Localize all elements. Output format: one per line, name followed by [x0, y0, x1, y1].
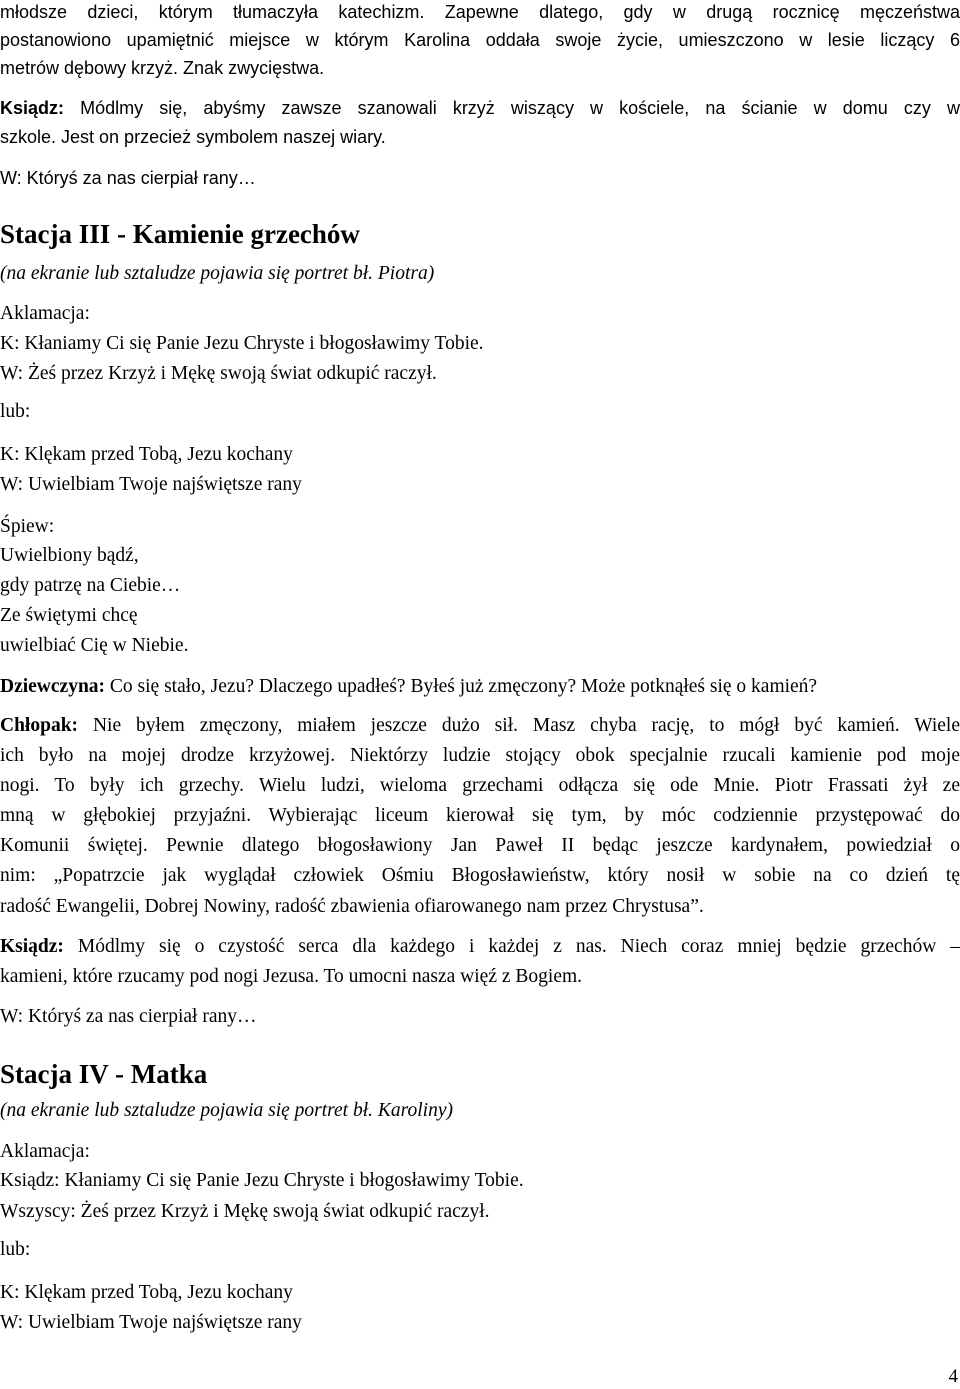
acclamation-label: Aklamacja:	[0, 1141, 90, 1162]
priest-prayer-line	[0, 936, 960, 958]
alt-w: W: Uwielbiam Twoje najświętsze rany	[0, 1312, 302, 1333]
priest-prayer-line: kamieni, które rzucamy pod nogi Jezusa. To umocni nasza więź z Bogiem.	[0, 966, 583, 987]
boy-line: nim: „Popatrzcie jak wyglądał człowiek Ośmiu Błogosławieństw, który nosił w sobie na co dzień tę	[0, 865, 960, 886]
priest-prayer-line	[0, 98, 960, 119]
paragraph-line: metrów dębowy krzyż. Znak zwycięstwa.	[0, 58, 325, 78]
speaker-label: Dziewczyna:	[0, 676, 106, 697]
song-line: gdy patrzę na Ciebie…	[0, 575, 181, 596]
speaker-label: Chłopak:	[0, 715, 79, 736]
speaker-label: Ksiądz:	[0, 936, 64, 957]
boy-line: Komunii świętej. Pewnie dlatego błogosławiony Jan Paweł II będąc jeszcze kardynałem, powiedział o	[0, 835, 960, 856]
or-label: lub:	[0, 1239, 31, 1260]
boy-line: ich było na mojej drodze krzyżowej. Niektórzy ludzie stojący obok specjalnie rzucali kamienie pod moje	[0, 745, 960, 766]
alt-k: K: Klękam przed Tobą, Jezu kochany	[0, 444, 293, 465]
alt-k: K: Klękam przed Tobą, Jezu kochany	[0, 1282, 293, 1303]
boy-line: nogi. To były ich grzechy. Wielu ludzi, wieloma grzechami odłącza się ode Mnie. Piotr Frassati żył ze	[0, 775, 960, 796]
acclamation-k: K: Kłaniamy Ci się Panie Jezu Chryste i błogosławimy Tobie.	[0, 333, 484, 354]
station-heading: Stacja III - Kamienie grzechów	[0, 219, 360, 249]
stage-note: (na ekranie lub sztaludze pojawia się portret bł. Karoliny)	[0, 1100, 453, 1121]
boy-line	[0, 715, 960, 737]
song-line: Uwielbiony bądź,	[0, 545, 139, 566]
dialogue-text: Co się stało, Jezu? Dlaczego upadłeś? Byłeś już zmęczony? Może potknąłeś się o kamień?	[105, 676, 818, 697]
paragraph-line: postanowiono upamiętnić miejsce w którym Karolina oddała swoje życie, umieszczono w lesie liczący 6	[0, 30, 960, 50]
prayer-text: Módlmy się, abyśmy zawsze szanowali krzyż wiszący w kościele, na ścianie w domu czy w	[64, 98, 960, 118]
dialogue-text: Nie byłem zmęczony, miałem jeszcze dużo sił. Masz chyba rację, to mógł być kamień. Wiele	[78, 715, 960, 736]
acclamation-k: Ksiądz: Kłaniamy Ci się Panie Jezu Chryste i błogosławimy Tobie.	[0, 1170, 524, 1191]
refrain: W: Któryś za nas cierpiał rany…	[0, 1006, 257, 1027]
song-label: Śpiew:	[0, 516, 55, 537]
acclamation-label: Aklamacja:	[0, 303, 90, 324]
refrain: W: Któryś za nas cierpiał rany…	[0, 168, 256, 188]
page-number: 4	[948, 1366, 958, 1387]
song-line: uwielbiać Cię w Niebie.	[0, 635, 189, 656]
speaker-label: Ksiądz:	[0, 98, 65, 118]
boy-line: mną w głębokiej przyjaźni. Wybierając liceum kierował się tym, by móc codziennie przystępować do	[0, 805, 960, 826]
boy-line: radość Ewangelii, Dobrej Nowiny, radość zbawienia ofiarowanego nam przez Chrystusa”.	[0, 896, 704, 917]
acclamation-w: W: Żeś przez Krzyż i Mękę swoją świat odkupić raczył.	[0, 363, 437, 384]
acclamation-w: Wszyscy: Żeś przez Krzyż i Mękę swoją świat odkupić raczył.	[0, 1201, 490, 1222]
alt-w: W: Uwielbiam Twoje najświętsze rany	[0, 474, 302, 495]
stage-note: (na ekranie lub sztaludze pojawia się portret bł. Piotra)	[0, 263, 435, 284]
prayer-text: Módlmy się o czystość serca dla każdego i każdej z nas. Niech coraz mniej będzie grzechów –	[63, 936, 960, 957]
station-heading: Stacja IV - Matka	[0, 1059, 208, 1089]
song-line: Ze świętymi chcę	[0, 605, 138, 626]
priest-prayer-line: szkole. Jest on przecież symbolem naszej wiary.	[0, 127, 386, 147]
girl-line	[0, 676, 817, 698]
paragraph-line: młodsze dzieci, którym tłumaczyła katechizm. Zapewne dlatego, gdy w drugą rocznicę męczeństwa	[0, 2, 960, 22]
or-label: lub:	[0, 401, 31, 422]
